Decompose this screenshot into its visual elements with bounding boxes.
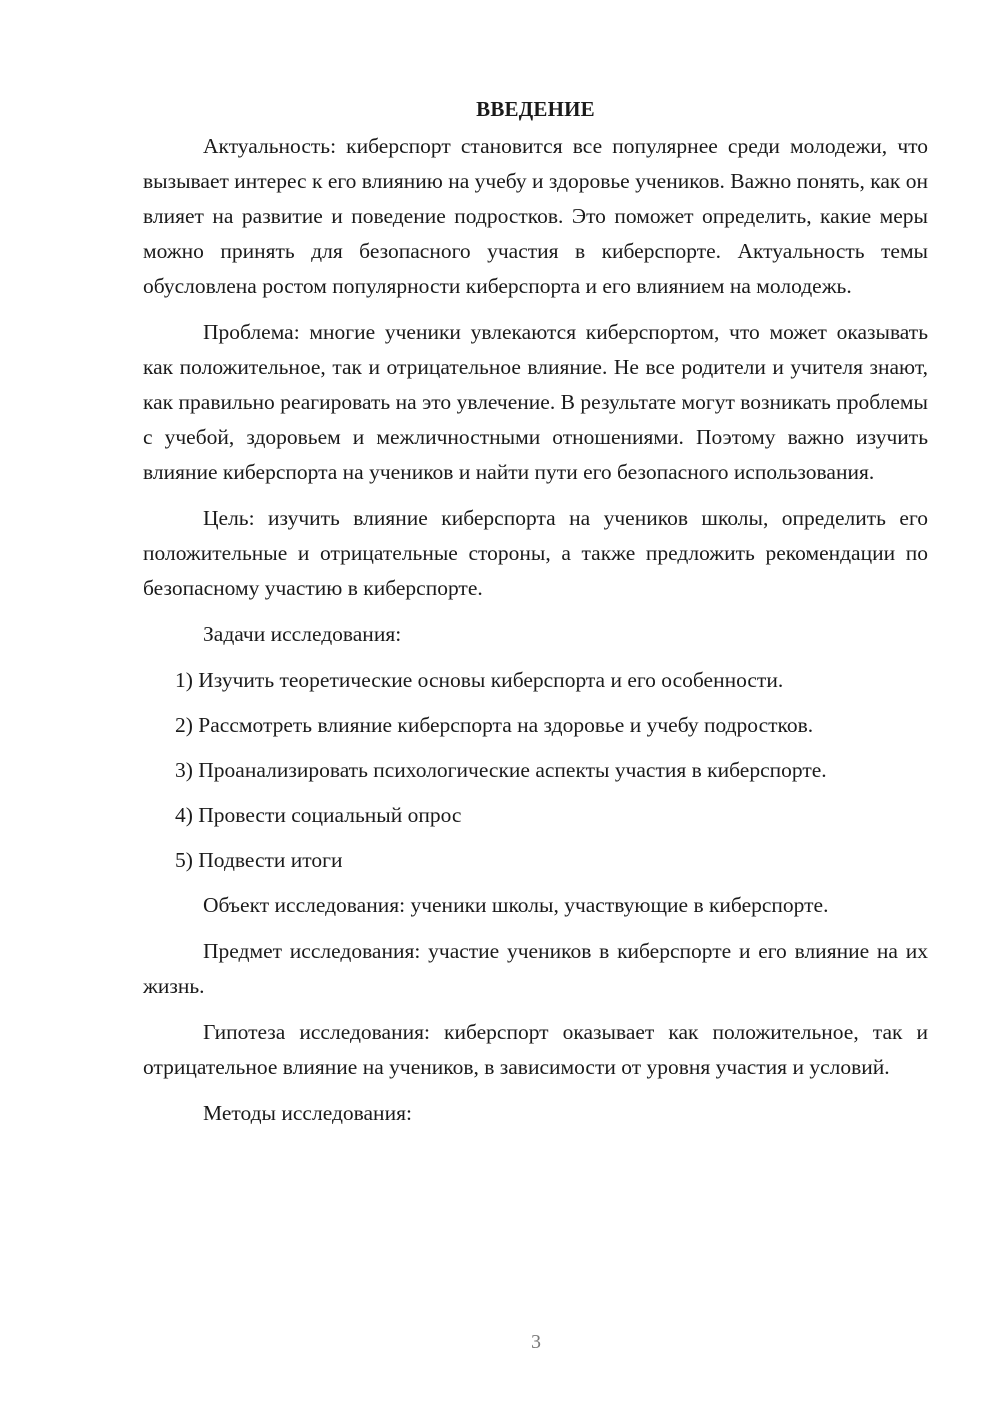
task-item-2: 2) Рассмотреть влияние киберспорта на здоровье и учебу подростков. xyxy=(175,713,814,737)
paragraph-subject: Предмет исследования: участие учеников в киберспорте и его влияние на их жизнь. xyxy=(143,939,928,998)
page-content xyxy=(143,92,928,1142)
task-item-4: 4) Провести социальный опрос xyxy=(175,803,462,827)
page-number: 3 xyxy=(531,1331,541,1353)
paragraph-goal: Цель: изучить влияние киберспорта на учеников школы, определить его положительные и отрицательные стороны, а также предложить рекомендации по безопасному участию в киберспорте. xyxy=(143,506,928,600)
page-title: ВВЕДЕНИЕ xyxy=(476,97,595,121)
task-item-3: 3) Проанализировать психологические аспекты участия в киберспорте. xyxy=(175,758,827,782)
task-item-5: 5) Подвести итоги xyxy=(175,848,343,872)
task-item-1: 1) Изучить теоретические основы киберспорта и его особенности. xyxy=(175,668,784,692)
methods-heading: Методы исследования: xyxy=(203,1101,412,1125)
tasks-heading: Задачи исследования: xyxy=(203,622,402,646)
paragraph-object: Объект исследования: ученики школы, участвующие в киберспорте. xyxy=(203,893,829,917)
paragraph-relevance: Актуальность: киберспорт становится все популярнее среди молодежи, что вызывает интерес к его влиянию на учебу и здоровье учеников. Важно понять, как он влияет на развитие и поведение подростков. Это поможет определить, какие меры можно принять для безопасного участия в киберспорте. Актуальность темы обусловлена ростом популярности киберспорта и его влиянием на молодежь. xyxy=(143,134,928,298)
paragraph-hypothesis: Гипотеза исследования: киберспорт оказывает как положительное, так и отрицательное влияние на учеников, в зависимости от уровня участия и условий. xyxy=(143,1020,928,1079)
paragraph-problem: Проблема: многие ученики увлекаются киберспортом, что может оказывать как положительное, так и отрицательное влияние. Не все родители и учителя знают, как правильно реагировать на это увлечение. В результате могут возникать проблемы с учебой, здоровьем и межличностными отношениями. Поэтому важно изучить влияние киберспорта на учеников и найти пути его безопасного использования. xyxy=(143,320,928,484)
